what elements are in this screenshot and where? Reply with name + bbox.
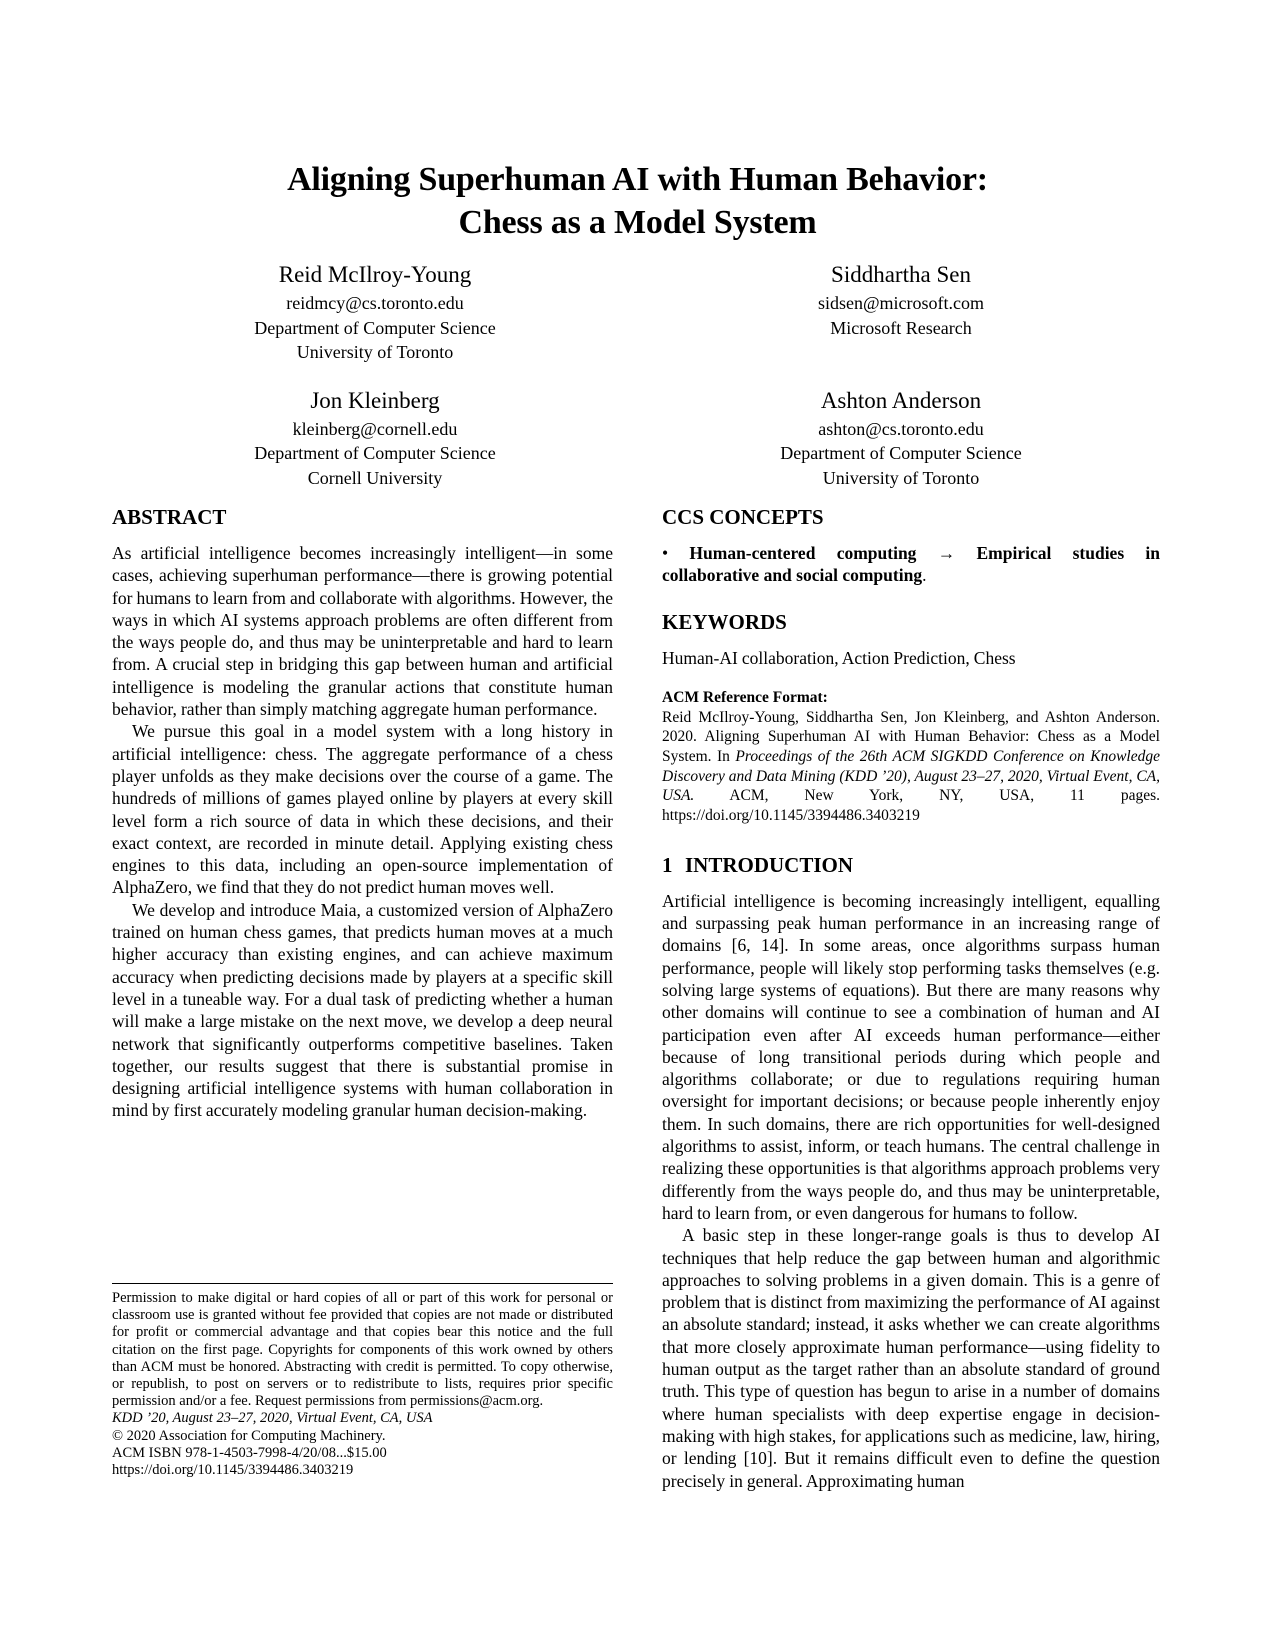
ccs-bullet: • (662, 543, 690, 563)
right-column (662, 505, 1160, 1492)
introduction-paragraph-2: A basic step in these longer-range goals is thus to develop AI techniques that help reduce the gap between human and algorithmic approaches to solving problems in a given domain. This is a genre of problem that is distinct from maximizing the performance of AI against an absolute standard; instead, it asks whether we can create algorithms that more closely approximate human performance—using fidelity to human output as the target rather than an absolute standard of ground truth. This type of question has begun to arise in a number of domains where human specialists with deep expertise engage in decision-making with high stakes, for applications such as medicine, law, hiring, or lending [10]. But it remains difficult even to define the question precisely in general. Approximating human (662, 1225, 1160, 1491)
ccs-period: . (922, 565, 927, 586)
acm-reference-tail: ACM, New York, NY, USA, 11 pages. https://doi.org/10.1145/3394486.3403219 (662, 787, 1160, 825)
section-title: INTRODUCTION (685, 852, 854, 877)
venue-line: KDD ’20, August 23–27, 2020, Virtual Event, CA, USA (112, 1410, 433, 1427)
section-number: 1 (662, 852, 673, 877)
left-column (112, 505, 613, 1122)
abstract-paragraph-3: We develop and introduce Maia, a customized version of AlphaZero trained on human chess games, that predicts human moves at a much higher accuracy than existing engines, and can achieve maximum accuracy when predicting decisions made by players at a specific skill level in a tuneable way. For a dual task of predicting whether a human will make a large mistake on the next move, we develop a deep neural network that significantly outperforms competitive baselines. Taken together, our results suggest that there is substantial promise in designing artificial intelligence systems with human collaboration in mind by first accurately modeling granular human decision-making. (112, 899, 613, 1121)
paper-title (0, 158, 1275, 244)
author-name: Ashton Anderson (820, 387, 982, 413)
author-institution: University of Toronto (822, 467, 980, 488)
abstract-paragraph-2: We pursue this goal in a model system with a long history in artificial intelligence: chess. The aggregate performance of a chess player unfolds as they make decisions over the course of a game. The hundreds of millions of games played online by players at every skill level form a rich source of data in which these decisions, and their exact context, are recorded in minute detail. Applying existing chess engines to this data, including an open-source implementation of AlphaZero, we find that they do not predict human moves well. (112, 721, 613, 898)
isbn-line: ACM ISBN 978-1-4503-7998-4/20/08...$15.00 (112, 1444, 387, 1461)
author-name: Jon Kleinberg (310, 387, 440, 413)
author-name: Siddhartha Sen (831, 262, 971, 287)
copyright-footnote (112, 1283, 613, 1479)
acm-reference-label: ACM Reference Format: (662, 688, 828, 706)
author-email: sidsen@microsoft.com (817, 293, 985, 313)
keywords-text: Human-AI collaboration, Action Prediction, Chess (662, 647, 1016, 668)
ccs-subconcept: Empirical studies in collaborative and social computing (662, 543, 1160, 586)
introduction-heading (662, 853, 1160, 877)
acm-reference-proceedings: Proceedings of the 26th ACM SIGKDD Conference on Knowledge Discovery and Data Mining (KDD ’20), August 23–27, 2020, Virtual Event, CA, USA. (662, 748, 1160, 805)
author-email: kleinberg@cornell.edu (292, 418, 458, 439)
author-institution: Cornell University (307, 467, 443, 488)
introduction-paragraph-1: Artificial intelligence is becoming increasingly intelligent, equalling and surpassing peak human performance in an increasing range of domains [6, 14]. In some areas, once algorithms surpass human performance, people will likely stop performing tasks themselves (e.g. solving large systems of equations). But there are many reasons why other domains will continue to see a combination of human and AI participation even after AI exceeds human performance—either because of long transitional periods during which people and algorithms collaborate; or due to regulations requiring human oversight for important decisions; or because people inherently enjoy them. In such domains, there are rich opportunities for well-designed algorithms to assist, inform, or teach humans. The central challenge in realizing these opportunities is that algorithms approach problems very differently from the ways people do, and thus may be uninterpretable, hard to learn from, or even dangerous for humans to follow. (662, 890, 1160, 1223)
author-block-3 (112, 386, 638, 491)
author-name: Reid McIlroy-Young (278, 262, 472, 287)
keywords-heading: KEYWORDS (662, 609, 787, 634)
author-institution: University of Toronto (296, 342, 454, 362)
author-department: Department of Computer Science (780, 443, 1022, 463)
author-block-1 (112, 260, 638, 365)
paper-title-line1: Aligning Superhuman AI with Human Behavior: (287, 161, 988, 198)
author-email: ashton@cs.toronto.edu (818, 418, 984, 439)
acm-reference-text: Reid McIlroy-Young, Siddhartha Sen, Jon Kleinberg, and Ashton Anderson. 2020. Aligning Superhuman AI with Human Behavior: Chess as a Model System. In (662, 708, 1160, 765)
authors-grid (112, 260, 1164, 490)
acm-reference-block (662, 688, 1160, 826)
author-block-2 (638, 260, 1164, 365)
ccs-concepts-line (662, 542, 1160, 587)
ccs-concept: Human-centered computing (689, 543, 917, 563)
author-department: Department of Computer Science (254, 443, 496, 463)
doi-line: https://doi.org/10.1145/3394486.3403219 (112, 1462, 354, 1479)
ccs-arrow-icon: → (916, 543, 977, 563)
ccs-heading: CCS CONCEPTS (662, 505, 824, 529)
permission-text: Permission to make digital or hard copies of all or part of this work for personal or classroom use is granted without fee provided that copies are not made or distributed for profit or commercial advantage and that copies bear this notice and the full citation on the first page. Copyrights for components of this work owned by others than ACM must be honored. Abstracting with credit is permitted. To copy otherwise, or republish, to post on servers or to redistribute to lists, requires prior specific permission and/or a fee. Request permissions from permissions@acm.org. (112, 1290, 613, 1410)
abstract-paragraph-1: As artificial intelligence becomes increasingly intelligent—in some cases, achieving superhuman performance—there is growing potential for humans to learn from and collaborate with algorithms. However, the ways in which AI systems approach problems are often different from the ways people do, and thus may be uninterpretable and hard to learn from. A crucial step in bridging this gap between human and artificial intelligence is modeling the granular actions that constitute human behavior, rather than simply matching aggregate human performance. (112, 543, 613, 720)
paper-title-line2: Chess as a Model System (458, 204, 817, 241)
author-department: Department of Computer Science (254, 317, 496, 338)
copyright-line: © 2020 Association for Computing Machinery. (112, 1427, 386, 1444)
author-email: reidmcy@cs.toronto.edu (286, 293, 464, 313)
author-block-4 (638, 386, 1164, 491)
abstract-heading: ABSTRACT (112, 505, 227, 529)
author-institution: Microsoft Research (830, 317, 972, 338)
